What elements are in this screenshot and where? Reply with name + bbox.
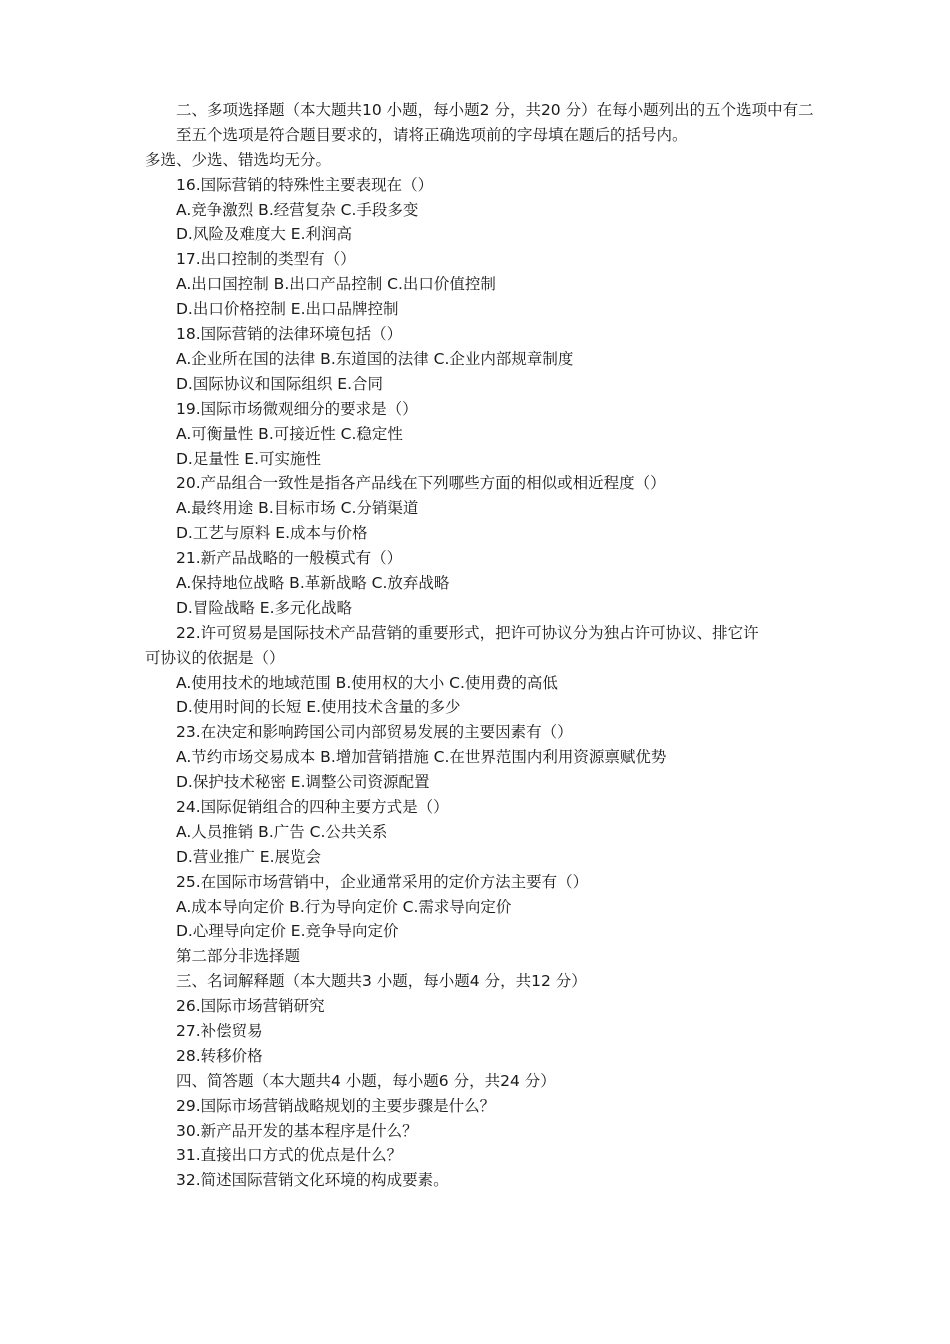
question-text: 23.在决定和影响跨国公司内部贸易发展的主要因素有（） — [176, 723, 573, 742]
options-abc: A.企业所在国的法律 B.东道国的法律 C.企业内部规章制度 — [176, 349, 574, 368]
exam-page — [145, 98, 815, 1193]
short-answer-29: 29.国际市场营销战略规划的主要步骤是什么？ — [176, 1096, 496, 1115]
term-26: 26.国际市场营销研究 — [176, 997, 325, 1016]
section3-heading: 三、名词解释题（本大题共3 小题，每小题4 分，共12 分） — [176, 972, 587, 991]
question-16 — [145, 173, 815, 248]
options-de: D.使用时间的长短 E.使用技术含量的多少 — [176, 698, 461, 717]
question-text-line1: 22.许可贸易是国际技术产品营销的重要形式，把许可协议分为独占许可协议、排它许 — [176, 623, 759, 642]
question-text: 21.新产品战略的一般模式有（） — [176, 549, 403, 568]
options-de: D.国际协议和国际组织 E.合同 — [176, 374, 384, 393]
question-17 — [145, 247, 815, 322]
question-text: 17.出口控制的类型有（） — [176, 250, 356, 269]
question-text: 25.在国际市场营销中，企业通常采用的定价方法主要有（） — [176, 872, 589, 891]
options-de: D.营业推广 E.展览会 — [176, 847, 322, 866]
question-19 — [145, 397, 815, 472]
question-23 — [145, 720, 815, 795]
options-abc: A.人员推销 B.广告 C.公共关系 — [176, 822, 388, 841]
question-text: 18.国际营销的法律环境包括（） — [176, 325, 403, 344]
options-abc: A.节约市场交易成本 B.增加营销措施 C.在世界范围内利用资源禀赋优势 — [176, 748, 667, 767]
short-answer-31: 31.直接出口方式的优点是什么？ — [176, 1146, 403, 1165]
options-de: D.心理导向定价 E.竞争导向定价 — [176, 922, 399, 941]
question-text: 24.国际促销组合的四种主要方式是（） — [176, 797, 449, 816]
options-abc: A.竞争激烈 B.经营复杂 C.手段多变 — [176, 200, 419, 219]
short-answer-30: 30.新产品开发的基本程序是什么？ — [176, 1121, 418, 1140]
question-25 — [145, 870, 815, 945]
question-text: 16.国际营销的特殊性主要表现在（） — [176, 175, 434, 194]
short-answer-32: 32.简述国际营销文化环境的构成要素。 — [176, 1171, 449, 1190]
options-de: D.冒险战略 E.多元化战略 — [176, 598, 353, 617]
options-abc: A.出口国控制 B.出口产品控制 C.出口价值控制 — [176, 275, 496, 294]
term-27: 27.补偿贸易 — [176, 1021, 263, 1040]
options-abc: A.可衡量性 B.可接近性 C.稳定性 — [176, 424, 403, 443]
term-28: 28.转移价格 — [176, 1046, 263, 1065]
question-text: 20.产品组合一致性是指各产品线在下列哪些方面的相似或相近程度（） — [176, 474, 666, 493]
question-text-line2: 可协议的依据是（） — [145, 648, 285, 667]
options-abc: A.最终用途 B.目标市场 C.分销渠道 — [176, 499, 419, 518]
options-de: D.保护技术秘密 E.调整公司资源配置 — [176, 773, 430, 792]
section2-heading: 二、多项选择题（本大题共10 小题，每小题2 分，共20 分）在每小题列出的五个选项中有二至五个选项是符合题目要求的，请将正确选项前的字母填在题后的括号内。 — [176, 101, 814, 144]
question-18 — [145, 322, 815, 397]
options-abc: A.保持地位战略 B.革新战略 C.放弃战略 — [176, 573, 450, 592]
part2-title: 第二部分非选择题 — [176, 947, 301, 966]
section2-note: 多选、少选、错选均无分。 — [145, 150, 332, 169]
section4-heading: 四、简答题（本大题共4 小题，每小题6 分，共24 分） — [176, 1071, 556, 1090]
options-de: D.工艺与原料 E.成本与价格 — [176, 524, 368, 543]
options-de: D.足量性 E.可实施性 — [176, 449, 322, 468]
question-20 — [145, 471, 815, 546]
options-de: D.风险及难度大 E.利润高 — [176, 225, 353, 244]
question-24 — [145, 795, 815, 870]
options-abc: A.使用技术的地域范围 B.使用权的大小 C.使用费的高低 — [176, 673, 558, 692]
question-21 — [145, 546, 815, 621]
options-de: D.出口价格控制 E.出口品牌控制 — [176, 300, 399, 319]
question-22 — [145, 621, 815, 721]
options-abc: A.成本导向定价 B.行为导向定价 C.需求导向定价 — [176, 897, 512, 916]
question-text: 19.国际市场微观细分的要求是（） — [176, 399, 418, 418]
